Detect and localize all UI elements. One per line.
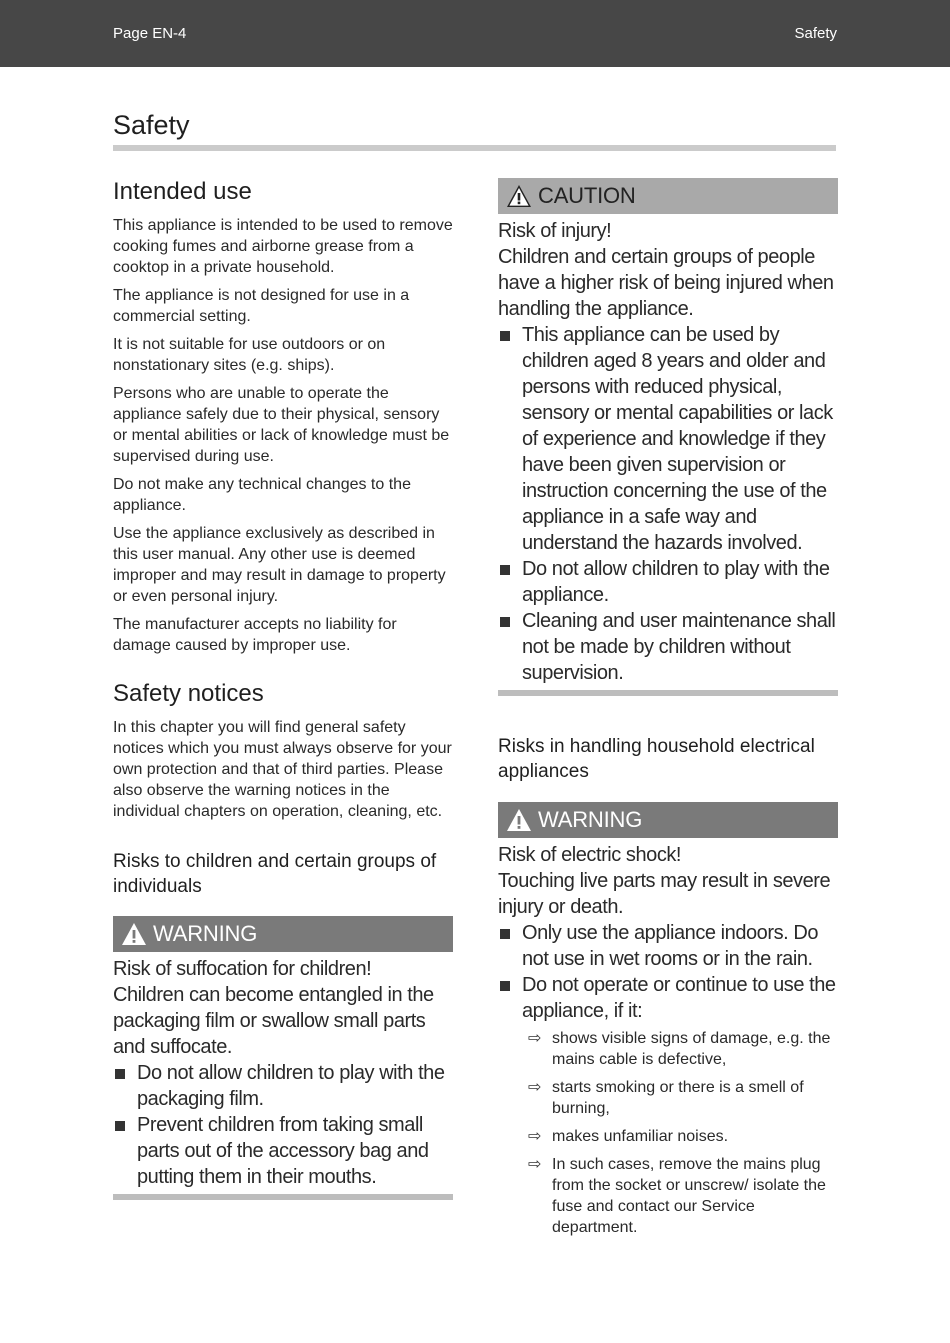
- sub-list-item: ⇨ starts smoking or there is a smell of burning,: [528, 1079, 804, 1117]
- warning-text: Children can become entangled in the packaging film or swallow small parts and suffocate.: [113, 984, 434, 1058]
- sub-list-item: ⇨ In such cases, remove the mains plug from the socket or unscrew/ isolate the fuse and contact our Service department.: [528, 1156, 826, 1236]
- list-item: Prevent children from taking small parts out of the accessory bag and putting them in their mouths.: [113, 1112, 453, 1190]
- intended-use-paragraph: Persons who are unable to operate the appliance safely due to their physical, sensory or mental abilities or lack of knowledge must be supervised during use.: [113, 385, 450, 465]
- notice-rule: [113, 1194, 453, 1200]
- list-item: Do not operate or continue to use the appliance, if it:: [498, 972, 838, 1024]
- bullet-square-icon: [500, 929, 510, 939]
- intended-use-paragraph: The appliance is not designed for use in a commercial setting.: [113, 287, 410, 325]
- warning-risk: Risk of electric shock!: [498, 844, 682, 866]
- intended-use-paragraph: Use the appliance exclusively as described in this user manual. Any other use is deemed improper and may result in damage to property or even personal injury.: [113, 525, 446, 605]
- arrow-right-icon: ⇨: [528, 1128, 542, 1145]
- notice-rule: [498, 690, 838, 696]
- caution-risk: Risk of injury!: [498, 220, 612, 242]
- risks-children-heading: Risks to children and certain groups of individuals: [113, 851, 437, 897]
- sub-list-item: ⇨ shows visible signs of damage, e.g. the mains cable is defective,: [528, 1030, 831, 1068]
- arrow-right-icon: ⇨: [528, 1030, 542, 1047]
- caution-notice: [498, 178, 838, 696]
- list-item: Do not allow children to play with the packaging film.: [113, 1060, 453, 1112]
- caution-label: CAUTION: [538, 183, 636, 208]
- warning-triangle-icon: [121, 922, 147, 946]
- bullet-square-icon: [500, 981, 510, 991]
- arrow-right-icon: ⇨: [528, 1156, 542, 1173]
- header-section: Safety: [794, 25, 837, 42]
- bullet-square-icon: [115, 1069, 125, 1079]
- sub-list-item: ⇨ makes unfamiliar noises.: [528, 1128, 729, 1145]
- arrow-right-icon: ⇨: [528, 1079, 542, 1096]
- page-number: Page EN-4: [113, 25, 187, 42]
- warning-label: WARNING: [538, 807, 643, 832]
- page-header: [0, 0, 950, 67]
- warning-notice-children: [113, 916, 453, 1200]
- warning-header: [498, 802, 838, 838]
- warning-label: WARNING: [153, 921, 258, 946]
- bullet-square-icon: [500, 565, 510, 575]
- intended-use-paragraph: It is not suitable for use outdoors or on nonstationary sites (e.g. ships).: [113, 336, 386, 374]
- intended-use-paragraph: The manufacturer accepts no liability for damage caused by improper use.: [113, 616, 397, 654]
- intended-use-heading: Intended use: [113, 178, 252, 205]
- caution-header: [498, 178, 838, 214]
- warning-triangle-icon: [506, 808, 532, 832]
- title-rule: [113, 145, 836, 151]
- warning-header: [113, 916, 453, 952]
- warning-triangle-icon: [506, 184, 532, 208]
- warning-text: Touching live parts may result in severe injury or death.: [498, 870, 831, 918]
- bullet-square-icon: [500, 617, 510, 627]
- list-item: Only use the appliance indoors. Do not use in wet rooms or in the rain.: [498, 920, 838, 972]
- left-column: [113, 176, 453, 1220]
- warning-risk: Risk of suffocation for children!: [113, 958, 372, 980]
- risks-electrical-heading: Risks in handling household electrical appliances: [498, 736, 815, 782]
- intended-use-paragraph: Do not make any technical changes to the appliance.: [113, 476, 411, 514]
- safety-notices-paragraph: In this chapter you will find general safety notices which you must always observe for your own protection and that of third parties. Please also observe the warning notices in the individual chapters on operation, cleaning, etc.: [113, 719, 452, 820]
- list-item: Do not allow children to play with the appliance.: [498, 556, 838, 608]
- list-item: This appliance can be used by children aged 8 years and older and persons with reduced physical, sensory or mental capabilities or lack of experience and knowledge if they have been given supervision or instruction concerning the use of the appliance in a safe way and understand the hazards involved.: [498, 322, 838, 556]
- safety-notices-heading: Safety notices: [113, 680, 264, 707]
- intended-use-paragraph: This appliance is intended to be used to remove cooking fumes and airborne grease from a cooktop in a private household.: [113, 217, 453, 276]
- warning-notice-electrical: [498, 802, 838, 1238]
- list-item: Cleaning and user maintenance shall not be made by children without supervision.: [498, 608, 838, 686]
- right-column: [498, 178, 838, 1258]
- bullet-square-icon: [115, 1121, 125, 1131]
- page-title: Safety: [113, 110, 190, 140]
- bullet-square-icon: [500, 331, 510, 341]
- caution-text: Children and certain groups of people have a higher risk of being injured when handling the appliance.: [498, 246, 834, 320]
